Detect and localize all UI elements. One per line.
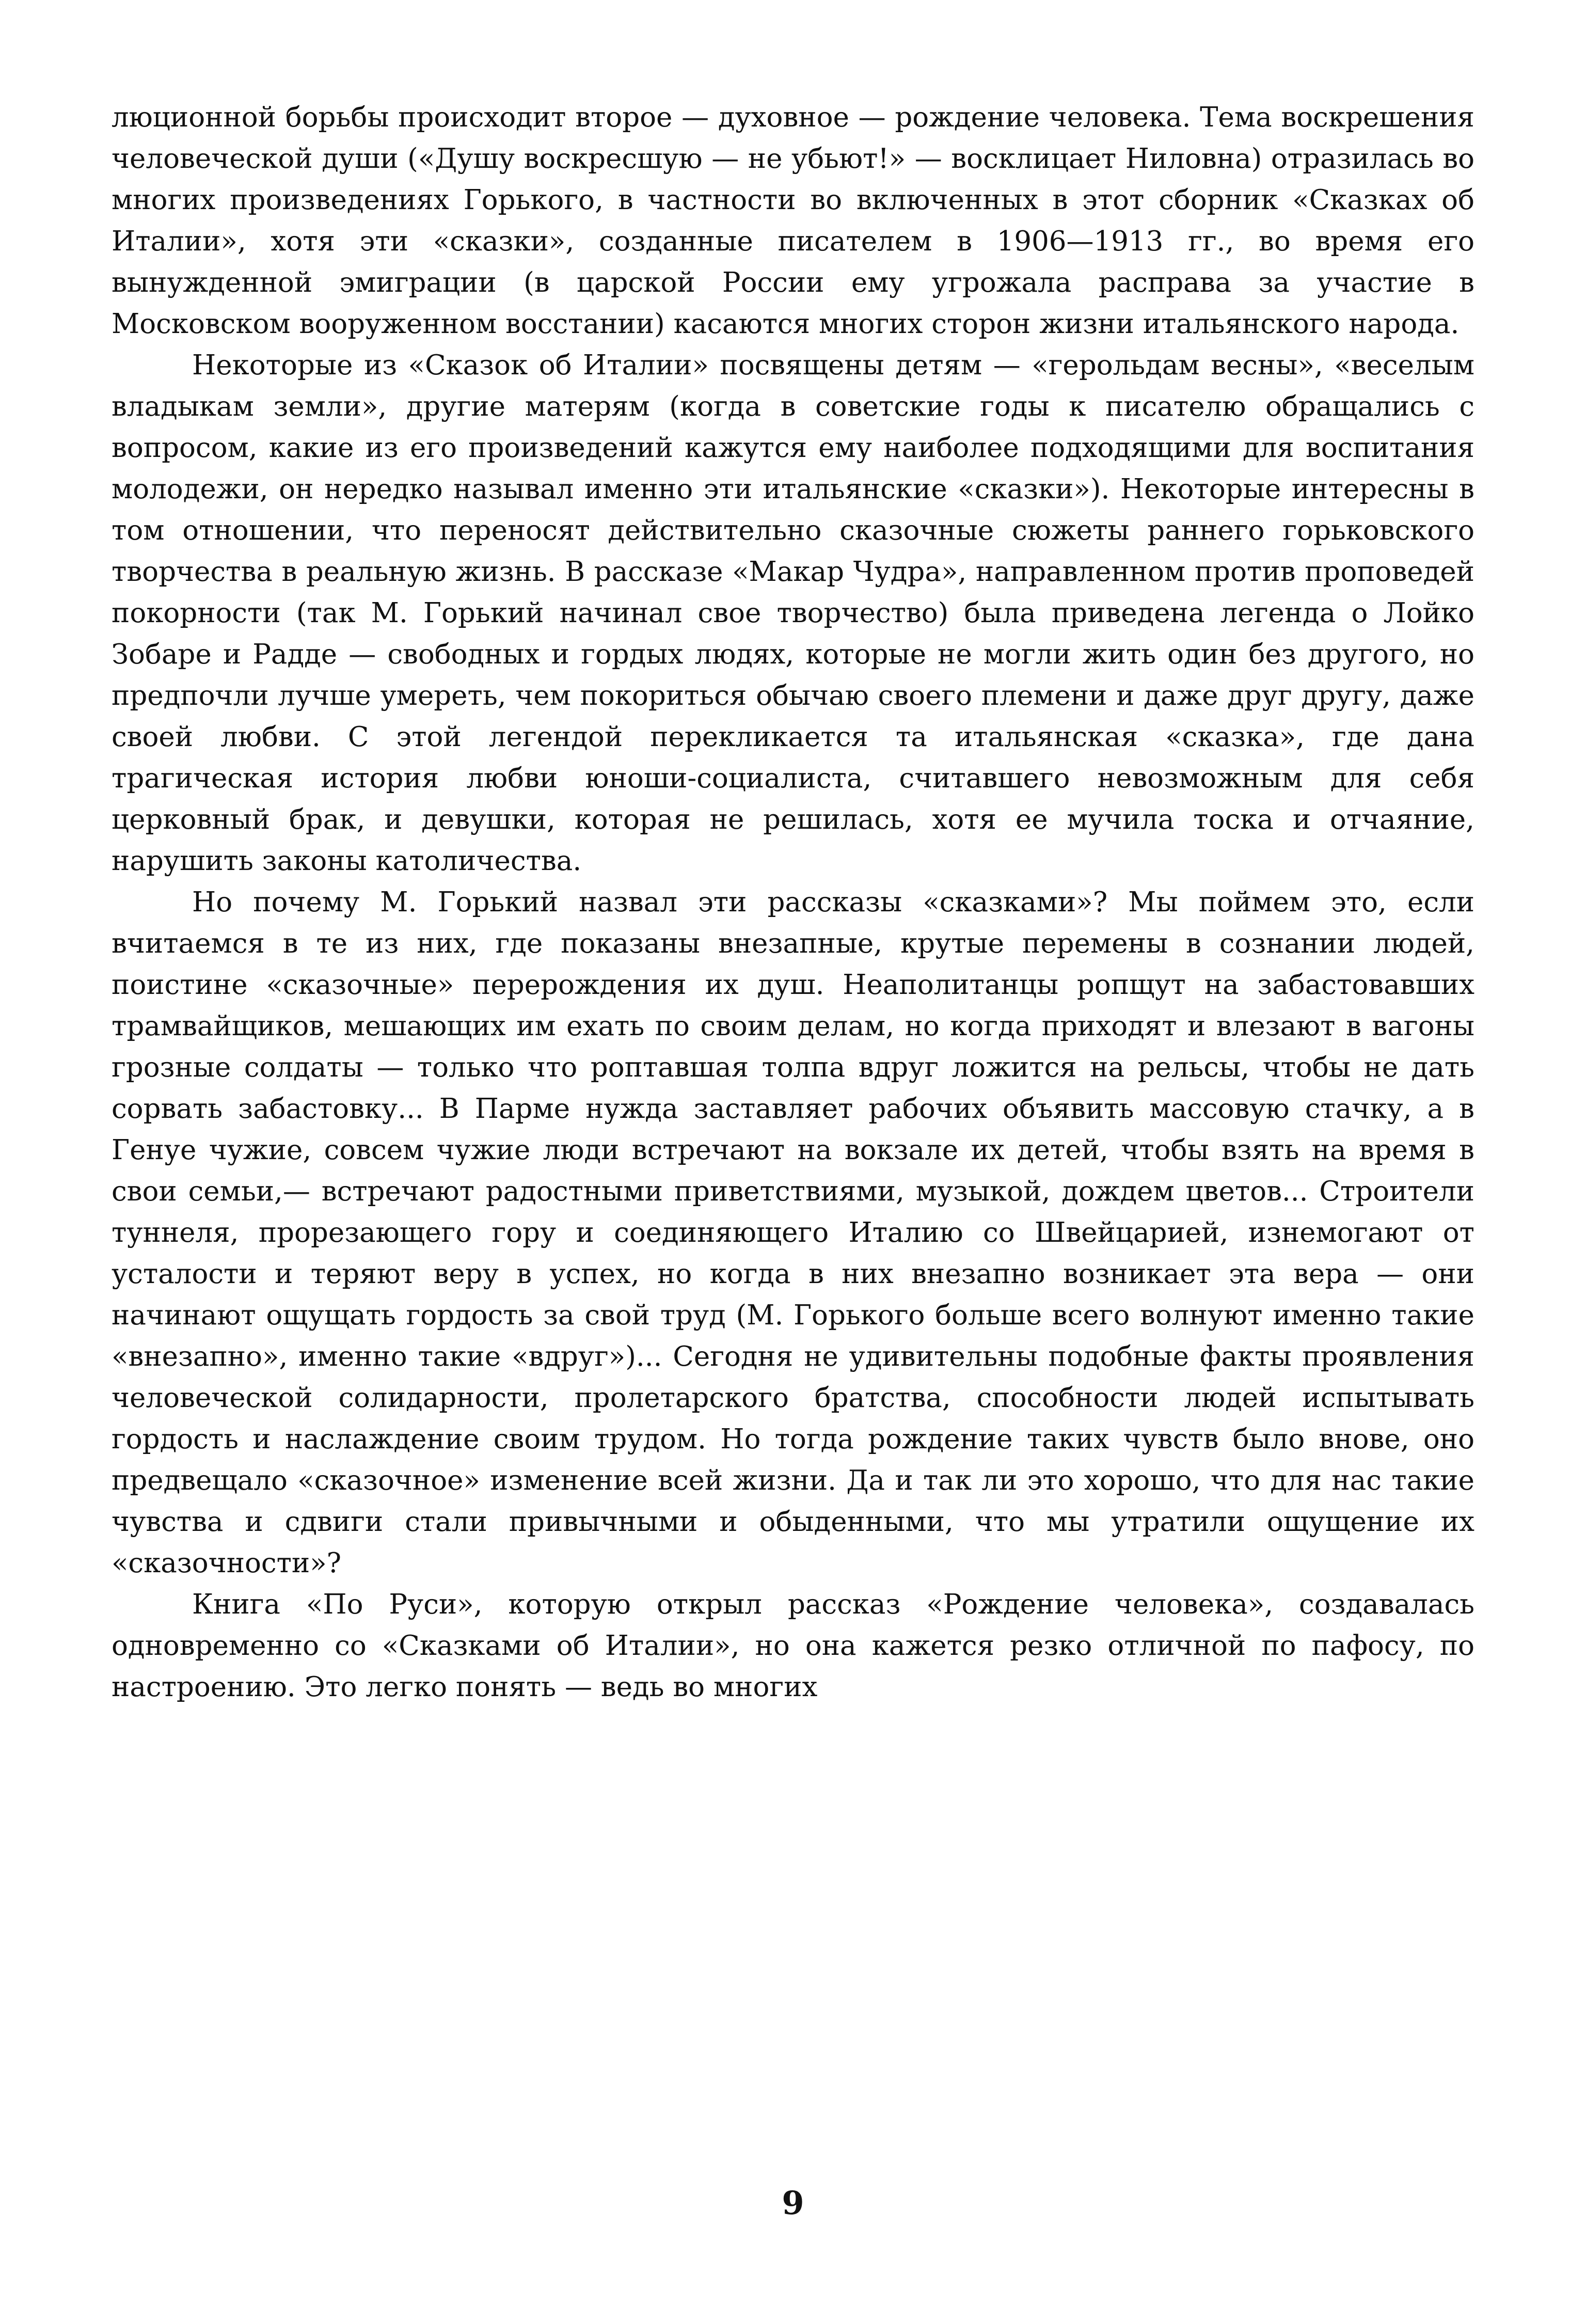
body-text	[112, 97, 1474, 1708]
paragraph-2: Некоторые из «Сказок об Италии» посвящены детям — «герольдам весны», «веселым владыкам земли», другие матерям (когда в советские годы к писателю обращались с вопросом, какие из его произведений кажутся ему наиболее подходящими для воспитания молодежи, он нередко называл именно эти итальянские «сказки»). Некоторые интересны в том отношении, что переносят действительно сказочные сюжеты раннего горьковского творчества в реальную жизнь. В рассказе «Макар Чудра», направленном против проповедей покорности (так М. Горький начинал свое творчество) была приведена легенда о Лойко Зобаре и Радде — свободных и гордых людях, которые не могли жить один без другого, но предпочли лучше умереть, чем покориться обычаю своего племени и даже друг другу, даже своей любви. С этой легендой перекликается та итальянская «сказка», где дана трагическая история любви юноши-социалиста, считавшего невозможным для себя церковный брак, и девушки, которая не решилась, хотя ее мучила тоска и отчаяние, нарушить законы католичества.	[112, 350, 1474, 877]
paragraph-4: Книга «По Руси», которую открыл рассказ «Рождение человека», создавалась одновременно со «Сказками об Италии», но она кажется резко отличной по пафосу, по настроению. Это легко понять — ведь во многих	[112, 1589, 1474, 1703]
page-number: 9	[782, 2184, 804, 2222]
paragraph-1: люционной борьбы происходит второе — духовное — рождение человека. Тема воскрешения человеческой души («Душу воскресшую — не убьют!» — восклицает Ниловна) отразилась во многих произведениях Горького, в частности во включенных в этот сборник «Сказках об Италии», хотя эти «сказки», созданные писателем в 1906—1913 гг., во время его вынужденной эмиграции (в царской России ему угрожала расправа за участие в Московском вооруженном восстании) касаются многих сторон жизни итальянского народа.	[112, 102, 1474, 340]
paragraph-3: Но почему М. Горький назвал эти рассказы «сказками»? Мы поймем это, если вчитаемся в те из них, где показаны внезапные, крутые перемены в сознании людей, поистине «сказочные» перерождения их душ. Неаполитанцы ропщут на забастовавших трамвайщиков, мешающих им ехать по своим делам, но когда приходят и влезают в вагоны грозные солдаты — только что роптавшая толпа вдруг ложится на рельсы, чтобы не дать сорвать забастовку... В Парме нужда заставляет рабочих объявить массовую стачку, а в Генуе чужие, совсем чужие люди встречают на вокзале их детей, чтобы взять на время в свои семьи,— встречают радостными приветствиями, музыкой, дождем цветов... Строители туннеля, прорезающего гору и соединяющего Италию со Швейцарией, изнемогают от усталости и теряют веру в успех, но когда в них внезапно возникает эта вера — они начинают ощущать гордость за свой труд (М. Горького больше всего волнуют именно такие «внезапно», именно такие «вдруг»)... Сегодня не удивительны подобные факты проявления человеческой солидарности, пролетарского братства, способности людей испытывать гордость и наслаждение своим трудом. Но тогда рождение таких чувств было внове, оно предвещало «сказочное» изменение всей жизни. Да и так ли это хорошо, что для нас такие чувства и сдвиги стали привычными и обыденными, что мы утратили ощущение их «сказочности»?	[112, 887, 1474, 1579]
